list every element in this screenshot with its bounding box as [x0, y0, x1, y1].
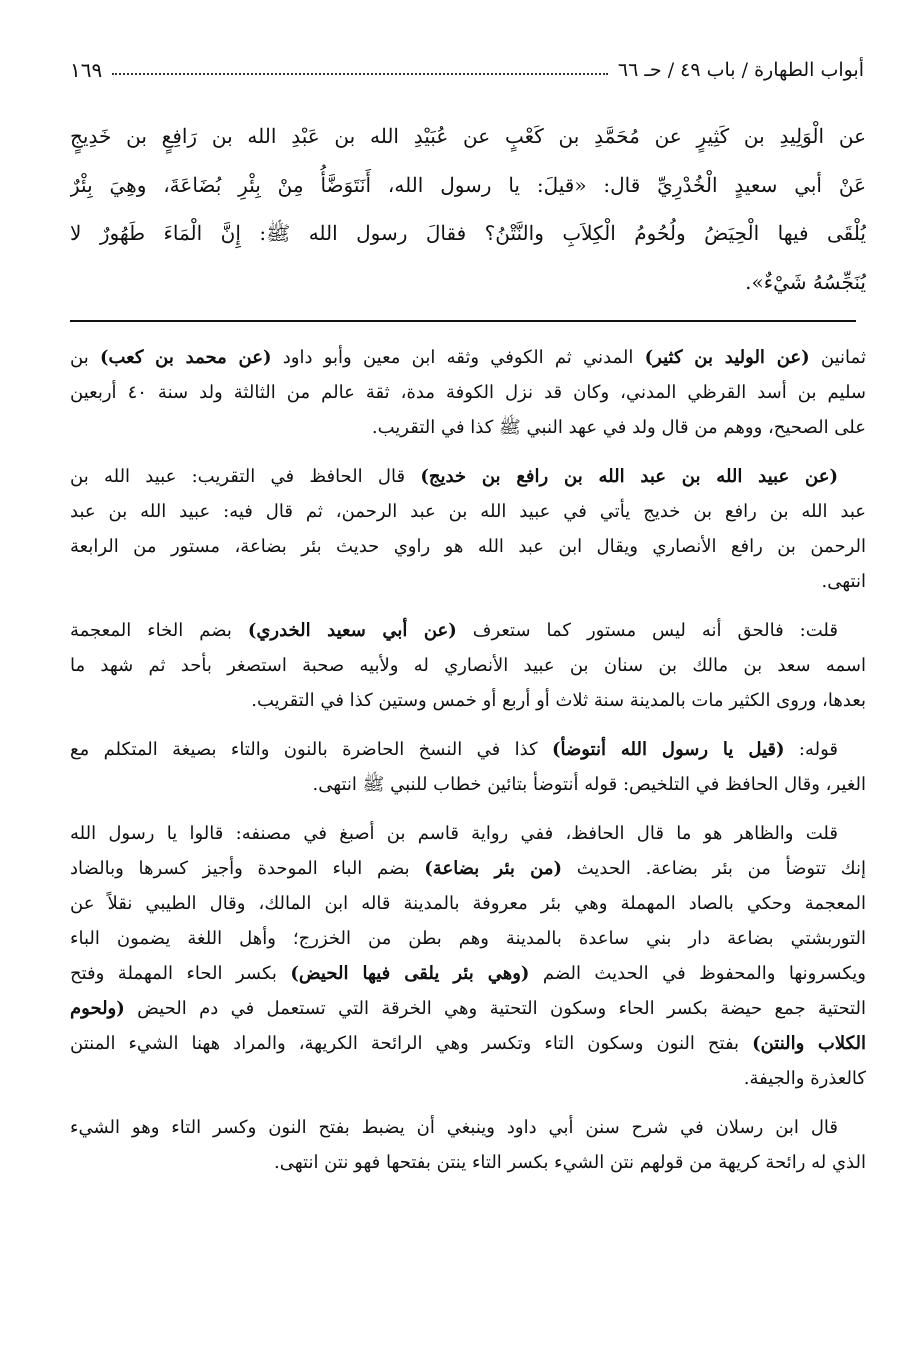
- commentary-line: إنك تتوضأ من بئر بضاعة. الحديث (من بئر بضاعة) بضم الباء الموحدة وأجيز كسرها وبالضاد: [70, 858, 866, 879]
- commentary-line: قلت والظاهر هو ما قال الحافظ، ففي رواية قاسم بن أصبغ في مصنفه: قالوا يا رسول الله: [70, 823, 838, 844]
- narrator-name: (عن محمد بن كعب): [99, 347, 272, 368]
- commentary-line: ثمانين (عن الوليد بن كثير) المدني ثم الكوفي وثقه ابن معين وأبو داود (عن محمد بن كعب) بن: [70, 347, 866, 368]
- commentary-line: على الصحيح، ووهم من قال ولد في عهد النبي ﷺ كذا في التقريب.: [371, 417, 866, 438]
- commentary-line: قال ابن رسلان في شرح سنن أبي داود وينبغي أن يضبط بفتح النون وكسر التاء وهو الشيء: [70, 1117, 838, 1138]
- commentary-line: ويكسرونها والمحفوظ في الحديث الضم (وهي بئر يلقى فيها الحيض) بكسر الحاء المهملة وفتح: [70, 963, 866, 984]
- leader-dots: [112, 73, 608, 75]
- commentary-line: (عن عبيد الله بن عبد الله بن رافع بن خديج) قال الحافظ في التقريب: عبيد الله بن: [70, 466, 838, 487]
- commentary-line: الذي له رائحة كريهة من قولهم نتن الشيء بكسر التاء ينتن بفتحها فهو نتن انتهى.: [274, 1152, 866, 1173]
- section-divider: [70, 320, 856, 322]
- commentary-line: قوله: (قيل يا رسول الله أنتوضأ) كذا في النسخ الحاضرة بالنون والتاء بصيغة المتكلم مع: [70, 739, 838, 760]
- commentary-line: التحتية جمع حيضة بكسر الحاء وسكون التحتية وهي الخرقة التي تستعمل في دم الحيض (ولحوم: [70, 998, 866, 1019]
- narrator-name: (عن الوليد بن كثير): [644, 347, 810, 368]
- commentary-line: المعجمة وحكي بالصاد المهملة وهي بئر معروفة بالمدينة قاله ابن المالك، وقال الطيبي نقلاً عن: [70, 893, 866, 914]
- hadith-line: عن الْوَلِيدِ بن كَثِيرٍ عن مُحَمَّدِ بن كَعْبٍ عن عُبَيْدِ الله بن عَبْدِ الله بن رَافِعٍ بن خَدِيجٍ: [70, 124, 866, 148]
- commentary-paragraph: [70, 1110, 866, 1180]
- commentary-line: انتهى.: [821, 571, 866, 592]
- commentary-line: الرحمن بن رافع الأنصاري ويقال ابن عبد الله هو راوي حديث بئر بضاعة، مستور من الرابعة: [70, 536, 866, 557]
- commentary-line: التوربشتي بضاعة دار بني ساعدة بالمدينة وهم بطن من الخزرج؛ وأهل اللغة يضمون الباء: [70, 928, 866, 949]
- hadith-line: يُلْقَى فيها الْحِيَضُ ولُحُومُ الْكِلاَبِ والنَّتْنُ؟ فقالَ رسول الله ﷺ: إِنَّ الْمَاءَ طَهُورٌ لا: [70, 221, 866, 245]
- commentary-paragraph: [70, 340, 866, 445]
- commentary-line: سليم بن أسد القرظي المدني، وكان قد نزل الكوفة مدة، ثقة عالم من الثالثة ولد سنة ٤٠ أربعين: [70, 382, 866, 403]
- commentary-paragraph: [70, 459, 866, 599]
- commentary-line: بعدها، وروى الكثير مات بالمدينة سنة ثلاث أو أربع أو خمس وستين كذا في التقريب.: [251, 690, 866, 711]
- commentary-line: الكلاب والنتن) بفتح النون وسكون التاء وتكسر وهي الرائحة الكريهة، والمراد ههنا الشيء المنتن: [70, 1033, 866, 1054]
- commentary-line: قلت: فالحق أنه ليس مستور كما ستعرف (عن أبي سعيد الخدري) بضم الخاء المعجمة: [70, 620, 838, 641]
- narrator-name: (عن عبيد الله بن عبد الله بن رافع بن خديج): [420, 466, 838, 487]
- commentary-line: كالعذرة والجيفة.: [743, 1068, 866, 1089]
- narrator-name: (عن أبي سعيد الخدري): [247, 620, 457, 641]
- commentary-line: اسمه سعد بن مالك بن سنان بن عبيد الأنصاري له ولأبيه صحبة استصغر بأحد ثم شهد ما: [70, 655, 866, 676]
- quoted-phrase: (وهي بئر يلقى فيها الحيض): [290, 963, 530, 984]
- quoted-phrase: (قيل يا رسول الله أنتوضأ): [551, 739, 785, 760]
- hadith-line: عَنْ أبي سعيدٍ الْخُدْرِيِّ قال: «قيلَ: يا رسول الله، أَنَتَوَضَّأُ مِنْ بِئْرِ بُضَاعَةَ، وهِيَ بِئْرٌ: [70, 172, 866, 197]
- quoted-phrase: الكلاب والنتن): [752, 1033, 866, 1054]
- commentary: [70, 340, 866, 1194]
- commentary-paragraph: [70, 613, 866, 718]
- quoted-phrase: (ولحوم: [70, 998, 125, 1019]
- commentary-line: الغير، وقال الحافظ في التلخيص: قوله أنتوضأ بتائين خطاب للنبي ﷺ انتهى.: [312, 774, 866, 795]
- commentary-line: عبد الله بن رافع بن خديج يأتي في عبيد الله بن عبد الرحمن، ثم قال فيه: عبيد الله بن عبد: [70, 501, 866, 522]
- page-number: ١٦٩: [70, 58, 103, 82]
- hadith-line: يُنَجِّسُهُ شَيْءٌ».: [745, 269, 866, 294]
- commentary-paragraph: [70, 816, 866, 1096]
- chapter-title: أبواب الطهارة / باب ٤٩ / حـ ٦٦: [617, 59, 864, 81]
- hadith-text: [70, 112, 866, 306]
- quoted-phrase: (من بئر بضاعة): [424, 858, 562, 879]
- running-header: [70, 52, 864, 88]
- commentary-paragraph: [70, 732, 866, 802]
